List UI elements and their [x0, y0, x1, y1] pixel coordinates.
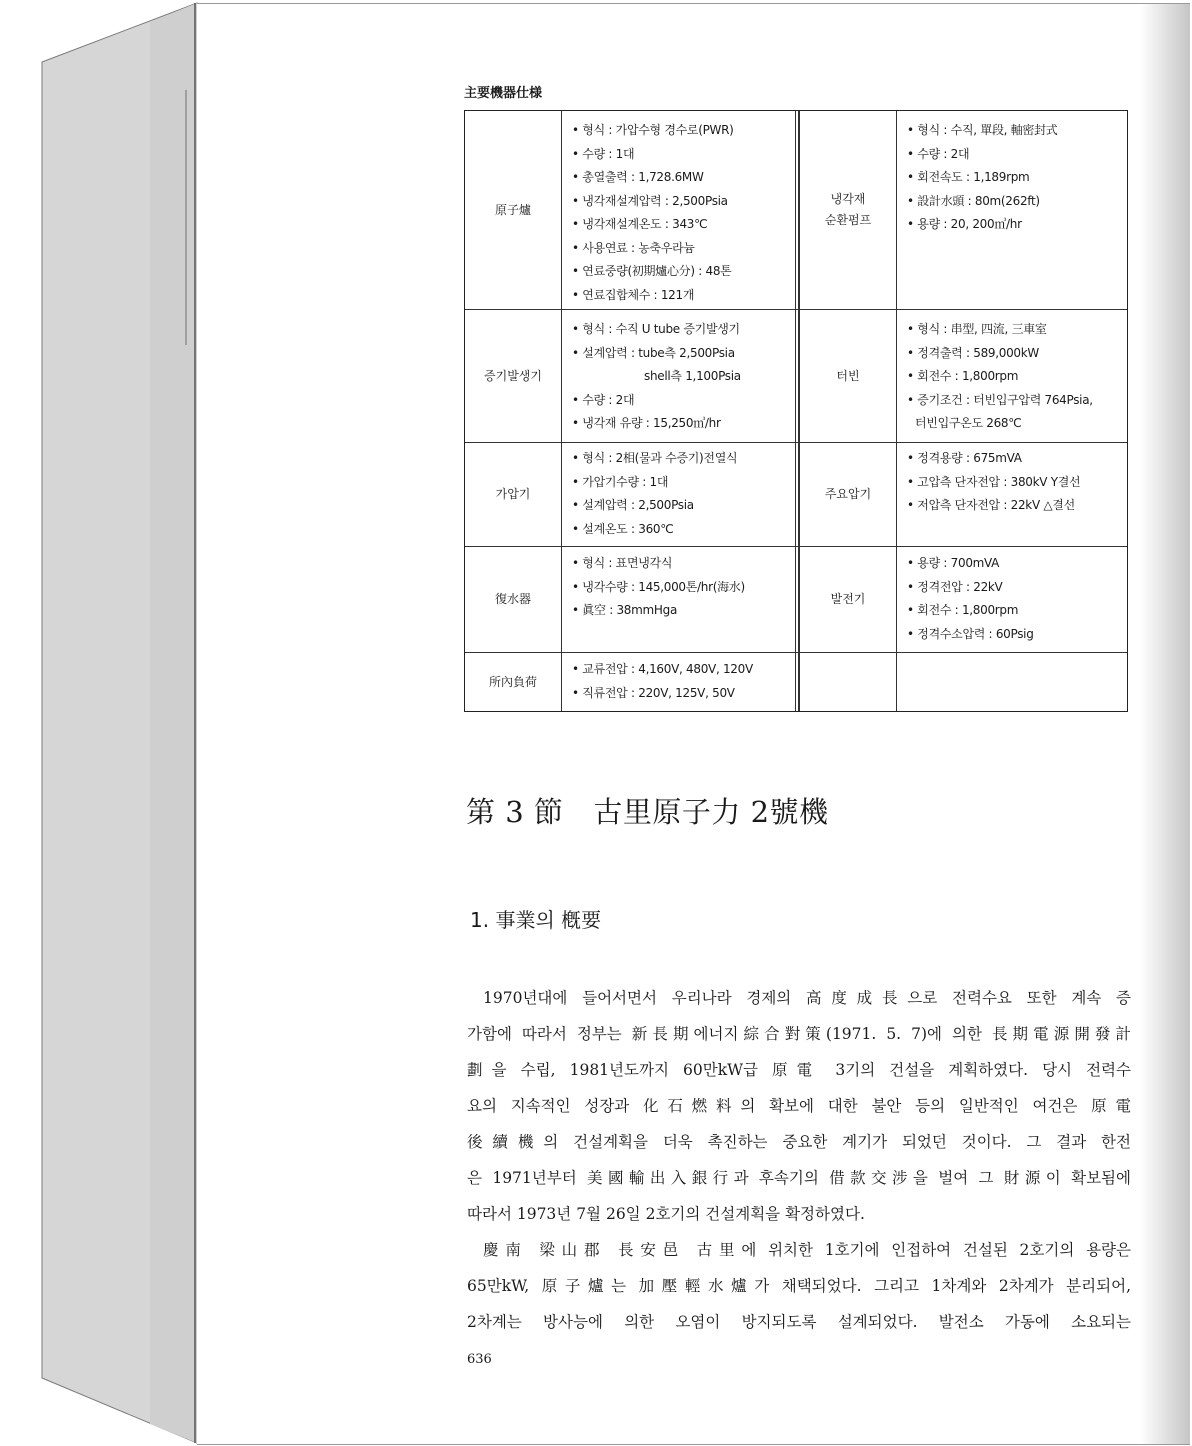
spec-item: • 眞空 : 38mmHga: [572, 603, 678, 617]
page-number: 636: [467, 1352, 492, 1367]
spec-item: • 저압측 단자전압 : 22kV △결선: [907, 498, 1075, 512]
spec-item: • 회전수 : 1,800rpm: [907, 369, 1019, 383]
page-gutter-shadow: [1140, 4, 1190, 1444]
equipment-specs: [897, 443, 1127, 546]
spec-item: • 수량 : 2대: [907, 146, 970, 161]
spec-item: • 사용연료 : 농축우라늄: [572, 240, 695, 255]
spec-item: • 형식 : 표면냉각식: [572, 556, 673, 570]
equipment-spec-table: [464, 110, 1128, 712]
text-line: 가함에 따라서 정부는 新長期에너지綜合對策(1971. 5. 7)에 의한 長期電源開發計: [467, 1025, 1131, 1043]
spec-item: • 수량 : 2대: [572, 392, 635, 407]
equipment-specs: [562, 653, 795, 711]
equipment-specs: [562, 547, 795, 652]
spec-item: • 직류전압 : 220V, 125V, 50V: [572, 685, 735, 700]
spec-item: • 형식 : 수직, 單段, 軸密封式: [907, 123, 1058, 137]
equipment-specs: [897, 111, 1127, 309]
spec-item: • 설계온도 : 360℃: [572, 521, 674, 536]
text-line: 요의 지속적인 성장과 化石燃料의 확보에 대한 불안 등의 일반적인 여건은 原電: [467, 1097, 1131, 1115]
empty-cell: [897, 653, 1127, 711]
section-heading: [466, 790, 829, 831]
spec-item: • 연료중량(初期爐心分) : 48톤: [572, 264, 732, 278]
section-number: 第 3 節: [466, 795, 564, 829]
spec-item: shell측 1,100Psia: [644, 369, 741, 383]
spec-item: • 용량 : 700mVA: [907, 556, 1000, 570]
spec-item: • 냉각수량 : 145,000톤/hr(海水): [572, 579, 745, 594]
spec-item: • 設計水頭 : 80m(262ft): [907, 193, 1040, 208]
spec-item: • 정격전압 : 22kV: [907, 579, 1003, 594]
spec-item: • 정격수소압력 : 60Psig: [907, 626, 1034, 641]
spec-item: • 용량 : 20, 200㎥/hr: [907, 217, 1022, 231]
subsection-heading: 1. 事業의 槪要: [470, 908, 602, 932]
spec-item: • 증기조건 : 터빈입구압력 764Psia,: [907, 392, 1093, 407]
spec-item: • 총열출력 : 1,728.6MW: [572, 170, 704, 184]
text-line: 慶南 梁山郡 長安邑 古里에 위치한 1호기에 인접하여 건설된 2호기의 용량은: [483, 1241, 1131, 1259]
equipment-specs: [897, 547, 1127, 652]
spec-item: • 설계압력 : 2,500Psia: [572, 498, 694, 512]
spec-item: • 형식 : 수직 U tube 증기발생기: [572, 322, 740, 336]
equipment-name: 증기발생기: [465, 310, 562, 442]
equipment-name-line: 냉각재: [830, 192, 866, 206]
table-row: [465, 443, 1127, 547]
table-row: [465, 547, 1127, 653]
equipment-specs: [897, 310, 1127, 442]
spec-item: • 냉각재설계온도 : 343℃: [572, 217, 708, 231]
text-line: 劃을 수립, 1981년도까지 60만kW급 原電 3기의 건설을 계획하였다. 당시 전력수: [467, 1061, 1131, 1079]
section-title: 古里原子力 2號機: [593, 795, 829, 829]
spec-item: • 냉각재 유량 : 15,250㎥/hr: [572, 416, 721, 430]
text-line: 따라서 1973년 7월 26일 2호기의 건설계획을 확정하였다.: [467, 1205, 865, 1223]
equipment-name: 터빈: [799, 310, 897, 442]
spec-item: • 형식 : 2相(물과 수증기)전열식: [572, 451, 738, 465]
book-spine-edge: [0, 0, 200, 1446]
equipment-specs: [562, 310, 795, 442]
text-line: 後續機의 건설계획을 더욱 촉진하는 중요한 계기가 되었던 것이다. 그 결과 한전: [467, 1133, 1131, 1151]
spec-item: • 고압측 단자전압 : 380kV Y결선: [907, 474, 1081, 489]
spec-item: • 정격용량 : 675mVA: [907, 451, 1022, 465]
equipment-name: 所內負荷: [465, 653, 562, 711]
spec-item: • 정격출력 : 589,000kW: [907, 345, 1039, 360]
spec-section-label: 主要機器仕様: [464, 86, 543, 101]
equipment-name: [799, 111, 897, 309]
text-line: 은 1971년부터 美國輸出入銀行과 후속기의 借款交涉을 벌여 그 財源이 확보됨에: [467, 1169, 1131, 1187]
equipment-name: 발전기: [799, 547, 897, 652]
text-line: 1970년대에 들어서면서 우리나라 경제의 高度成長으로 전력수요 또한 계속 증: [483, 989, 1131, 1007]
body-paragraph: [467, 980, 1131, 1340]
spec-item: • 수량 : 1대: [572, 146, 635, 161]
table-row: [465, 111, 1127, 310]
text-line: 2차계는 방사능에 의한 오염이 방지되도록 설계되었다. 발전소 가동에 소요되는: [467, 1313, 1131, 1331]
table-row: [465, 310, 1127, 443]
equipment-name: 가압기: [465, 443, 562, 546]
equipment-name: 復水器: [465, 547, 562, 652]
spec-item: • 회전수 : 1,800rpm: [907, 603, 1019, 617]
spec-item: • 형식 : 串型, 四流, 三車室: [907, 322, 1047, 336]
equipment-name-line: 순환펌프: [824, 213, 872, 227]
spec-item: • 연료집합체수 : 121개: [572, 287, 695, 302]
empty-cell: [799, 653, 897, 711]
equipment-name: 原子爐: [465, 111, 562, 309]
spec-item: • 형식 : 가압수형 경수로(PWR): [572, 123, 734, 137]
spec-item: • 교류전압 : 4,160V, 480V, 120V: [572, 662, 753, 676]
spec-item: • 냉각재설계압력 : 2,500Psia: [572, 193, 728, 208]
spec-item: • 설계압력 : tube측 2,500Psia: [572, 345, 735, 360]
spec-item: • 가압기수량 : 1대: [572, 474, 669, 489]
text-line: 65만kW, 原子爐는 加壓輕水爐가 채택되었다. 그리고 1차계와 2차계가 분리되어,: [467, 1277, 1131, 1295]
equipment-specs: [562, 443, 795, 546]
table-row: [465, 653, 1127, 711]
equipment-specs: [562, 111, 795, 309]
spec-item: • 회전속도 : 1,189rpm: [907, 170, 1030, 184]
equipment-name: 주요압기: [799, 443, 897, 546]
spec-item: 터빈입구온도 268℃: [915, 416, 1022, 430]
